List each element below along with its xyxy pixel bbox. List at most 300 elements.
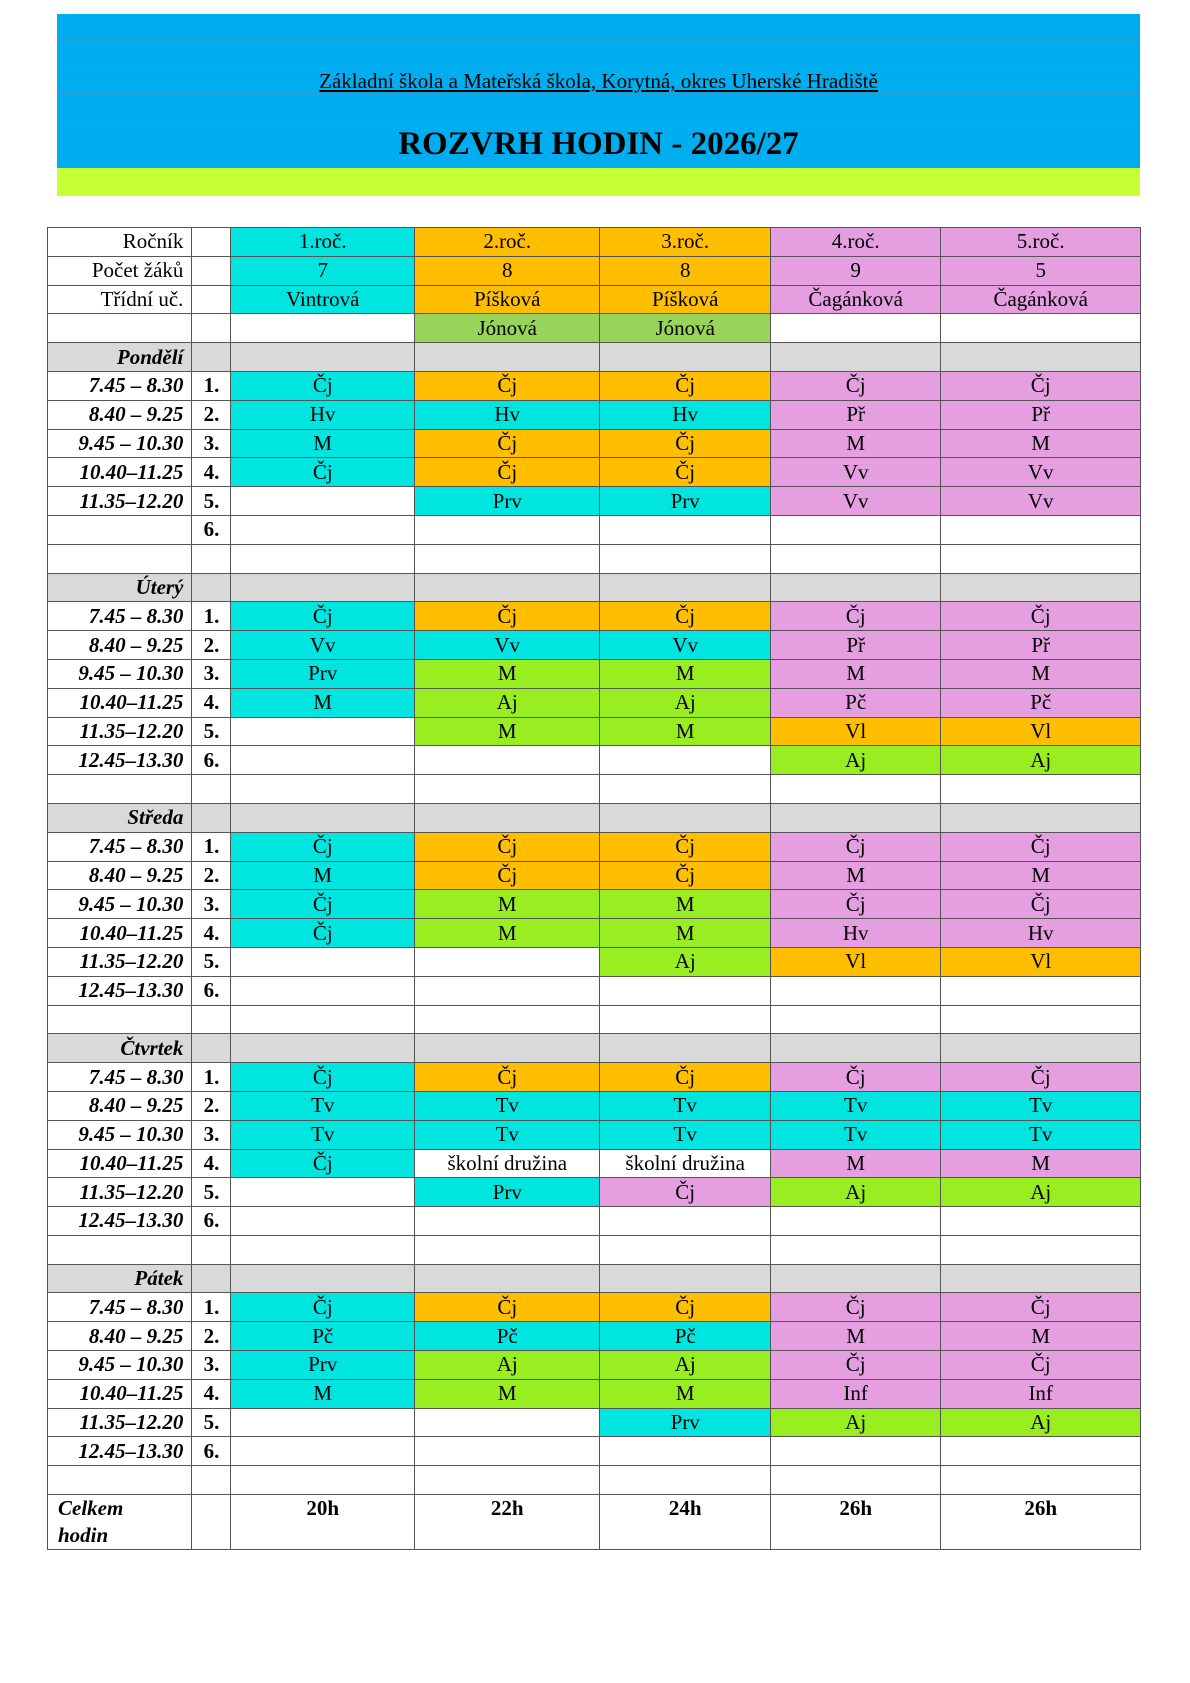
lesson-time: 8.40 – 9.25 xyxy=(48,1322,192,1351)
lesson-number: 1. xyxy=(192,1293,231,1322)
lesson-number: 1. xyxy=(192,1063,231,1092)
subject-cell: Tv xyxy=(414,1120,600,1149)
empty-cell xyxy=(48,544,192,573)
spacer-row xyxy=(48,1235,1141,1264)
subject-cell: Čj xyxy=(231,1293,415,1322)
lesson-number: 4. xyxy=(192,458,231,487)
subject-cell xyxy=(414,1408,600,1437)
subject-cell xyxy=(600,515,770,544)
lesson-row xyxy=(48,1293,1141,1322)
lesson-row xyxy=(48,1063,1141,1092)
lesson-number: 1. xyxy=(192,371,231,400)
lesson-number: 2. xyxy=(192,1322,231,1351)
lesson-number: 3. xyxy=(192,1351,231,1380)
totals-label-line2: hodin xyxy=(58,1523,109,1548)
subject-cell: Čj xyxy=(231,371,415,400)
lesson-number: 3. xyxy=(192,429,231,458)
subject-cell xyxy=(231,717,415,746)
day-header-cell xyxy=(941,1264,1141,1293)
empty-cell xyxy=(770,1466,940,1495)
subject-cell: Čj xyxy=(600,602,770,631)
subject-cell xyxy=(231,487,415,516)
day-header-cell xyxy=(414,573,600,602)
subject-cell xyxy=(414,746,600,775)
empty-cell xyxy=(600,1466,770,1495)
subject-cell: Př xyxy=(770,631,940,660)
day-header-cell xyxy=(770,803,940,832)
subject-cell: Hv xyxy=(231,400,415,429)
lesson-row xyxy=(48,487,1141,516)
info-cell xyxy=(941,314,1141,343)
subject-cell: Čj xyxy=(414,1293,600,1322)
empty-cell xyxy=(600,1005,770,1034)
info-cell: 5.roč. xyxy=(941,228,1141,257)
subject-cell: M xyxy=(414,659,600,688)
lesson-number: 5. xyxy=(192,717,231,746)
lesson-number: 1. xyxy=(192,832,231,861)
subject-cell: Tv xyxy=(600,1091,770,1120)
subject-cell: Pč xyxy=(600,1322,770,1351)
lesson-time: 8.40 – 9.25 xyxy=(48,400,192,429)
subject-cell: M xyxy=(600,890,770,919)
empty-cell xyxy=(192,1466,231,1495)
info-row xyxy=(48,228,1141,257)
lesson-row xyxy=(48,861,1141,890)
subject-cell: Hv xyxy=(600,400,770,429)
lesson-row xyxy=(48,1322,1141,1351)
day-header-cell xyxy=(770,1034,940,1063)
lesson-row xyxy=(48,371,1141,400)
subject-cell xyxy=(414,947,600,976)
day-header-cell xyxy=(414,1264,600,1293)
lesson-time: 11.35–12.20 xyxy=(48,947,192,976)
lesson-row xyxy=(48,1207,1141,1236)
subject-cell xyxy=(414,1207,600,1236)
lesson-time: 11.35–12.20 xyxy=(48,487,192,516)
info-cell: Vintrová xyxy=(231,285,415,314)
lesson-time: 7.45 – 8.30 xyxy=(48,371,192,400)
subject-cell xyxy=(414,515,600,544)
day-header-cell xyxy=(600,343,770,372)
day-header-cell xyxy=(231,343,415,372)
day-header-row xyxy=(48,573,1141,602)
day-header-cell xyxy=(192,343,231,372)
subject-cell: Prv xyxy=(231,1351,415,1380)
total-hours: 26h xyxy=(941,1495,1141,1550)
subject-cell: Aj xyxy=(600,947,770,976)
subject-cell: Pč xyxy=(770,688,940,717)
info-cell: 1.roč. xyxy=(231,228,415,257)
subject-cell: Čj xyxy=(231,832,415,861)
subject-cell: Hv xyxy=(414,400,600,429)
subject-cell: Čj xyxy=(941,890,1141,919)
lesson-time: 10.40–11.25 xyxy=(48,458,192,487)
empty-cell xyxy=(770,1235,940,1264)
subject-cell: Čj xyxy=(231,1063,415,1092)
subject-cell: Vv xyxy=(600,631,770,660)
subject-cell: Př xyxy=(941,400,1141,429)
subject-cell: M xyxy=(414,1379,600,1408)
day-name: Středa xyxy=(48,803,192,832)
subject-cell: Vl xyxy=(941,947,1141,976)
empty-cell xyxy=(231,1235,415,1264)
day-header-cell xyxy=(770,343,940,372)
total-hours: 24h xyxy=(600,1495,770,1550)
empty-cell xyxy=(192,775,231,804)
totals-label-line1: Celkem xyxy=(58,1496,124,1521)
empty-cell xyxy=(192,285,231,314)
subject-cell: Aj xyxy=(770,1408,940,1437)
empty-cell xyxy=(192,314,231,343)
lesson-row xyxy=(48,1120,1141,1149)
subject-cell: Čj xyxy=(414,429,600,458)
subject-cell: Aj xyxy=(941,746,1141,775)
subject-cell xyxy=(770,515,940,544)
empty-cell xyxy=(48,1005,192,1034)
subject-cell: Čj xyxy=(600,458,770,487)
info-cell: 2.roč. xyxy=(414,228,600,257)
subject-cell xyxy=(941,976,1141,1005)
subject-cell: Hv xyxy=(770,919,940,948)
lesson-number: 6. xyxy=(192,976,231,1005)
subject-cell: Tv xyxy=(414,1091,600,1120)
banner-green-stripe xyxy=(57,168,1140,196)
day-name: Čtvrtek xyxy=(48,1034,192,1063)
lesson-time: 9.45 – 10.30 xyxy=(48,429,192,458)
subject-cell: M xyxy=(770,861,940,890)
lesson-time: 12.45–13.30 xyxy=(48,1207,192,1236)
lesson-number: 5. xyxy=(192,1408,231,1437)
subject-cell: Čj xyxy=(600,861,770,890)
lesson-time: 8.40 – 9.25 xyxy=(48,1091,192,1120)
subject-cell: Vl xyxy=(770,717,940,746)
subject-cell: Čj xyxy=(941,1063,1141,1092)
subject-cell: M xyxy=(414,919,600,948)
lesson-row xyxy=(48,688,1141,717)
subject-cell: Tv xyxy=(770,1120,940,1149)
info-label: Třídní uč. xyxy=(48,285,192,314)
subject-cell: Př xyxy=(770,400,940,429)
lesson-row xyxy=(48,947,1141,976)
lesson-row xyxy=(48,515,1141,544)
lesson-number: 3. xyxy=(192,1120,231,1149)
lesson-row xyxy=(48,659,1141,688)
subject-cell: Vv xyxy=(231,631,415,660)
lesson-row xyxy=(48,1437,1141,1466)
subject-cell: Čj xyxy=(414,832,600,861)
lesson-number: 5. xyxy=(192,947,231,976)
info-cell: 7 xyxy=(231,256,415,285)
totals-row xyxy=(48,1495,1141,1550)
day-header-row xyxy=(48,1264,1141,1293)
day-header-cell xyxy=(414,1034,600,1063)
lesson-row xyxy=(48,1408,1141,1437)
info-row xyxy=(48,285,1141,314)
lesson-row xyxy=(48,832,1141,861)
empty-cell xyxy=(48,1466,192,1495)
subject-cell: školní družina xyxy=(600,1149,770,1178)
subject-cell: M xyxy=(770,1149,940,1178)
info-label: Počet žáků xyxy=(48,256,192,285)
banner-stripe xyxy=(57,14,1140,41)
empty-cell xyxy=(941,1005,1141,1034)
subject-cell xyxy=(770,1207,940,1236)
info-cell: Jónová xyxy=(414,314,600,343)
info-cell: 4.roč. xyxy=(770,228,940,257)
subject-cell: M xyxy=(231,429,415,458)
lesson-number: 4. xyxy=(192,919,231,948)
empty-cell xyxy=(770,775,940,804)
subject-cell: M xyxy=(600,1379,770,1408)
lesson-number: 1. xyxy=(192,602,231,631)
lesson-number: 2. xyxy=(192,1091,231,1120)
empty-cell xyxy=(192,1235,231,1264)
subject-cell: Čj xyxy=(414,1063,600,1092)
lesson-number: 2. xyxy=(192,861,231,890)
lesson-number: 6. xyxy=(192,1207,231,1236)
subject-cell: M xyxy=(941,659,1141,688)
totals-label xyxy=(48,1495,192,1550)
subject-cell: Čj xyxy=(414,458,600,487)
lesson-number: 5. xyxy=(192,487,231,516)
subject-cell: Prv xyxy=(600,1408,770,1437)
subject-cell: Vl xyxy=(770,947,940,976)
subject-cell: Čj xyxy=(770,890,940,919)
info-row xyxy=(48,314,1141,343)
subject-cell: Čj xyxy=(941,832,1141,861)
subject-cell xyxy=(600,1437,770,1466)
subject-cell xyxy=(231,976,415,1005)
day-header-cell xyxy=(192,803,231,832)
day-header-cell xyxy=(941,573,1141,602)
lesson-time: 10.40–11.25 xyxy=(48,919,192,948)
empty-cell xyxy=(941,544,1141,573)
total-hours: 22h xyxy=(414,1495,600,1550)
empty-cell xyxy=(231,775,415,804)
subject-cell: Čj xyxy=(770,1063,940,1092)
empty-cell xyxy=(941,1235,1141,1264)
subject-cell: Pč xyxy=(941,688,1141,717)
subject-cell: Čj xyxy=(941,1351,1141,1380)
subject-cell: Vv xyxy=(414,631,600,660)
lesson-time: 7.45 – 8.30 xyxy=(48,1063,192,1092)
lesson-time: 11.35–12.20 xyxy=(48,1178,192,1207)
info-label xyxy=(48,314,192,343)
subject-cell: M xyxy=(600,659,770,688)
lesson-time: 10.40–11.25 xyxy=(48,688,192,717)
empty-cell xyxy=(414,775,600,804)
subject-cell: Čj xyxy=(231,1149,415,1178)
day-header-cell xyxy=(600,1264,770,1293)
subject-cell: Aj xyxy=(941,1178,1141,1207)
day-header-cell xyxy=(600,573,770,602)
lesson-time: 9.45 – 10.30 xyxy=(48,659,192,688)
banner-stripe xyxy=(57,95,1140,122)
day-name: Pondělí xyxy=(48,343,192,372)
subject-cell: Čj xyxy=(600,371,770,400)
subject-cell: Čj xyxy=(941,1293,1141,1322)
lesson-number: 4. xyxy=(192,1149,231,1178)
subject-cell: Aj xyxy=(600,1351,770,1380)
subject-cell: M xyxy=(414,717,600,746)
lesson-time: 9.45 – 10.30 xyxy=(48,890,192,919)
info-cell xyxy=(770,314,940,343)
subject-cell xyxy=(231,1178,415,1207)
lesson-time: 8.40 – 9.25 xyxy=(48,861,192,890)
day-header-cell xyxy=(941,343,1141,372)
empty-cell xyxy=(48,1235,192,1264)
subject-cell xyxy=(231,746,415,775)
subject-cell: Čj xyxy=(770,602,940,631)
subject-cell: M xyxy=(231,688,415,717)
subject-cell: Tv xyxy=(941,1120,1141,1149)
subject-cell xyxy=(231,947,415,976)
info-cell: 3.roč. xyxy=(600,228,770,257)
subject-cell: Prv xyxy=(600,487,770,516)
subject-cell: Čj xyxy=(770,832,940,861)
lesson-row xyxy=(48,976,1141,1005)
subject-cell: Aj xyxy=(600,688,770,717)
day-header-cell xyxy=(192,1264,231,1293)
subject-cell: Vv xyxy=(941,458,1141,487)
subject-cell xyxy=(231,1207,415,1236)
day-header-cell xyxy=(600,1034,770,1063)
subject-cell: Hv xyxy=(941,919,1141,948)
lesson-time: 12.45–13.30 xyxy=(48,976,192,1005)
subject-cell: Aj xyxy=(941,1408,1141,1437)
spacer-row xyxy=(48,1466,1141,1495)
day-header-cell xyxy=(231,1034,415,1063)
lesson-row xyxy=(48,602,1141,631)
subject-cell: Prv xyxy=(414,487,600,516)
lesson-time: 7.45 – 8.30 xyxy=(48,832,192,861)
lesson-number: 3. xyxy=(192,890,231,919)
subject-cell xyxy=(231,1437,415,1466)
day-header-cell xyxy=(231,803,415,832)
lesson-row xyxy=(48,1178,1141,1207)
lesson-row xyxy=(48,429,1141,458)
subject-cell: Čj xyxy=(231,602,415,631)
timetable xyxy=(47,227,1141,1550)
subject-cell: Čj xyxy=(770,1351,940,1380)
subject-cell: M xyxy=(600,717,770,746)
empty-cell xyxy=(231,544,415,573)
empty-cell xyxy=(941,1466,1141,1495)
lesson-number: 2. xyxy=(192,400,231,429)
subject-cell: Čj xyxy=(941,602,1141,631)
subject-cell xyxy=(941,1437,1141,1466)
empty-cell xyxy=(600,544,770,573)
banner-stripe xyxy=(57,41,1140,68)
lesson-row xyxy=(48,717,1141,746)
empty-cell xyxy=(192,256,231,285)
timetable-body xyxy=(48,228,1141,1550)
subject-cell xyxy=(231,1408,415,1437)
lesson-time: 7.45 – 8.30 xyxy=(48,1293,192,1322)
info-cell xyxy=(231,314,415,343)
lesson-row xyxy=(48,1379,1141,1408)
info-cell: Čagánková xyxy=(941,285,1141,314)
lesson-row xyxy=(48,1351,1141,1380)
lesson-time: 7.45 – 8.30 xyxy=(48,602,192,631)
info-cell: Jónová xyxy=(600,314,770,343)
subject-cell: Vv xyxy=(770,487,940,516)
lesson-row xyxy=(48,890,1141,919)
subject-cell: Čj xyxy=(770,371,940,400)
empty-cell xyxy=(600,775,770,804)
subject-cell: Tv xyxy=(231,1120,415,1149)
subject-cell: M xyxy=(770,429,940,458)
empty-cell xyxy=(231,1466,415,1495)
info-cell: 8 xyxy=(414,256,600,285)
subject-cell xyxy=(600,746,770,775)
subject-cell: Čj xyxy=(600,1293,770,1322)
lesson-row xyxy=(48,458,1141,487)
info-cell: Čagánková xyxy=(770,285,940,314)
day-header-cell xyxy=(231,573,415,602)
subject-cell: Vl xyxy=(941,717,1141,746)
subject-cell: Čj xyxy=(231,458,415,487)
day-header-cell xyxy=(414,803,600,832)
lesson-time: 12.45–13.30 xyxy=(48,746,192,775)
subject-cell: Aj xyxy=(414,1351,600,1380)
subject-cell: Čj xyxy=(770,1293,940,1322)
lesson-time: 10.40–11.25 xyxy=(48,1149,192,1178)
lesson-time: 8.40 – 9.25 xyxy=(48,631,192,660)
subject-cell: Aj xyxy=(770,746,940,775)
day-header-cell xyxy=(600,803,770,832)
empty-cell xyxy=(192,1005,231,1034)
subject-cell: Čj xyxy=(600,1178,770,1207)
subject-cell: M xyxy=(414,890,600,919)
school-name: Základní škola a Mateřská škola, Korytná, okres Uherské Hradiště xyxy=(57,68,1140,95)
subject-cell: Pč xyxy=(414,1322,600,1351)
subject-cell: Tv xyxy=(600,1120,770,1149)
lesson-number: 5. xyxy=(192,1178,231,1207)
lesson-row xyxy=(48,400,1141,429)
spacer-row xyxy=(48,775,1141,804)
lesson-row xyxy=(48,631,1141,660)
day-header-cell xyxy=(192,573,231,602)
subject-cell: Čj xyxy=(600,429,770,458)
lesson-row xyxy=(48,1149,1141,1178)
empty-cell xyxy=(600,1235,770,1264)
lesson-number: 2. xyxy=(192,631,231,660)
day-header-cell xyxy=(941,1034,1141,1063)
subject-cell xyxy=(600,976,770,1005)
day-header-cell xyxy=(770,573,940,602)
empty-cell xyxy=(231,1005,415,1034)
lesson-number: 6. xyxy=(192,746,231,775)
lesson-row xyxy=(48,919,1141,948)
empty-cell xyxy=(48,775,192,804)
empty-cell xyxy=(192,544,231,573)
day-header-row xyxy=(48,803,1141,832)
day-header-cell xyxy=(231,1264,415,1293)
subject-cell: Čj xyxy=(414,371,600,400)
lesson-time: 10.40–11.25 xyxy=(48,1379,192,1408)
empty-cell xyxy=(770,544,940,573)
subject-cell: Čj xyxy=(941,371,1141,400)
subject-cell: M xyxy=(770,1322,940,1351)
subject-cell xyxy=(941,1207,1141,1236)
subject-cell xyxy=(231,515,415,544)
day-header-cell xyxy=(941,803,1141,832)
subject-cell: Tv xyxy=(770,1091,940,1120)
lesson-time xyxy=(48,515,192,544)
subject-cell: Vv xyxy=(941,487,1141,516)
subject-cell: Prv xyxy=(414,1178,600,1207)
